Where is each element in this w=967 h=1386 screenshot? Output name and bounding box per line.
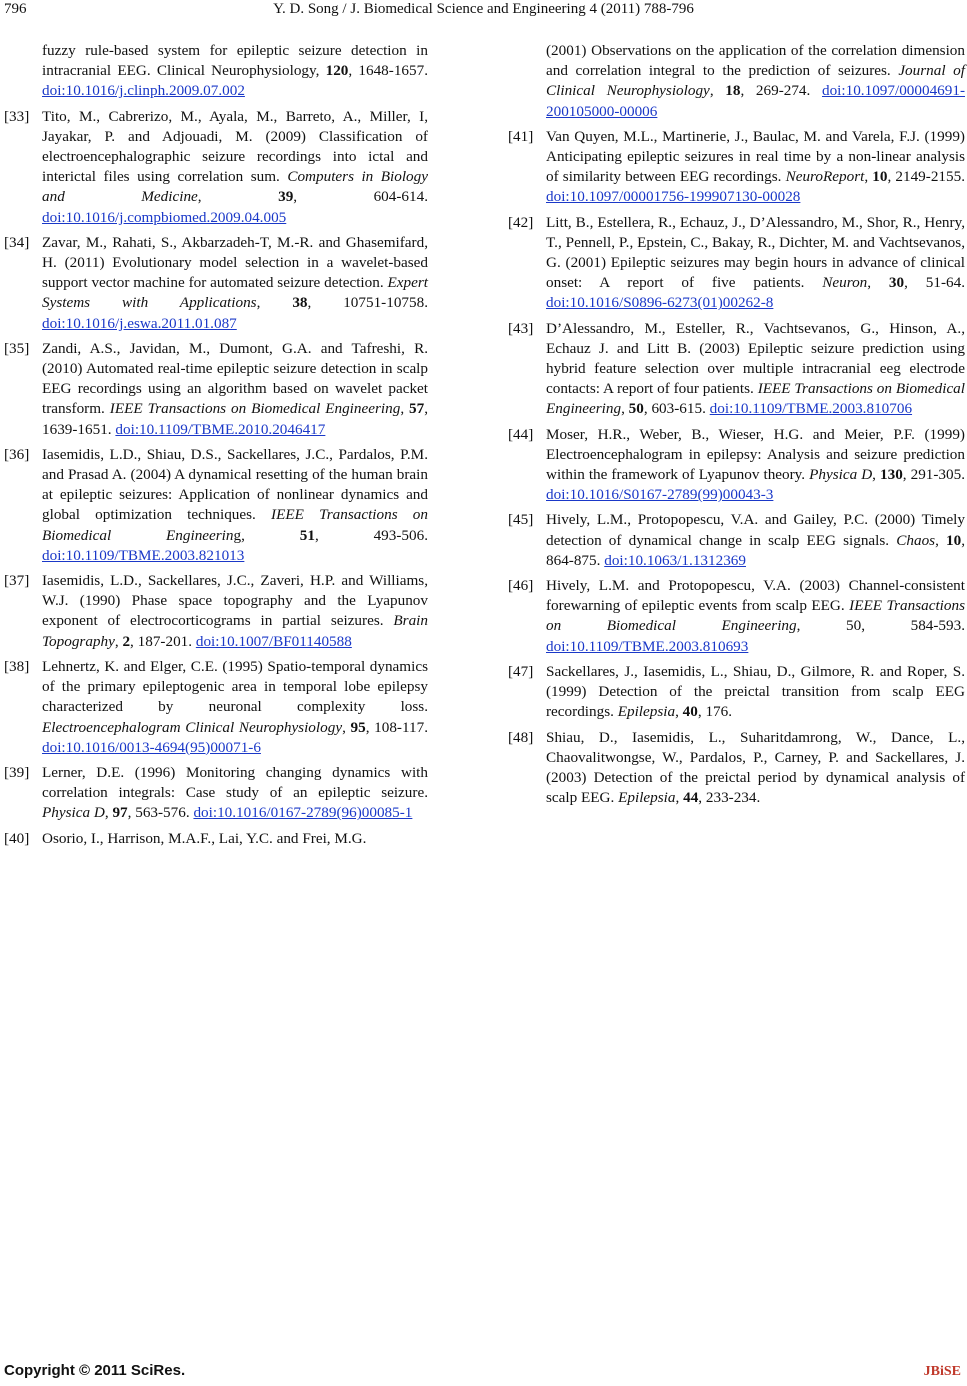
reference-item — [4, 233, 428, 334]
journal-name: Epilepsia — [617, 703, 676, 721]
reference-item — [508, 576, 965, 657]
doi-link[interactable]: doi:10.1063/1.1312369 — [604, 551, 746, 569]
volume-number: 39 — [278, 188, 294, 206]
volume-number: 130 — [880, 466, 903, 484]
reference-number: [48] — [508, 728, 534, 746]
running-title: Y. D. Song / J. Biomedical Science and Engineering 4 (2011) 788-796 — [273, 1, 694, 17]
doi-link[interactable]: doi:10.1016/j.eswa.2011.01.087 — [42, 314, 237, 332]
reference-item — [508, 662, 965, 723]
reference-text: Iasemidis, L.D., Sackellares, J.C., Zaveri, H.P. and Williams, W.J. (1990) Phase space topography and the Lyapunov exponent of electrocorticograms in partial seizures. — [42, 572, 428, 630]
reference-number: [39] — [4, 763, 30, 781]
journal-name: NeuroReport — [785, 168, 865, 186]
journal-name: Physica D — [42, 804, 105, 822]
journal-name: Electroencephalogram Clinical Neurophysiology — [42, 718, 343, 736]
reference-item — [4, 41, 428, 102]
reference-pages: , 233-234. — [698, 789, 761, 807]
doi-link[interactable]: doi:10.1097/00004691-200105000-00006 — [546, 82, 965, 120]
reference-number: [36] — [4, 445, 30, 463]
reference-separator: , — [342, 718, 351, 736]
journal-abbrev: JBiSE — [923, 1364, 961, 1379]
reference-text: Moser, H.R., Weber, B., Wieser, H.G. and Meier, P.F. (1999) Electroencephalogram in epilepsy: Analysis and seizure prediction within the framework of Lyapunov theory. — [546, 425, 965, 484]
left-column — [4, 41, 428, 854]
journal-name: IEEE Transactions on Biomedical Engineering — [109, 400, 401, 418]
reference-text: Lerner, D.E. (1996) Monitoring changing dynamics with correlation integrals: Case study of an epileptic seizure. — [42, 763, 428, 802]
doi-link[interactable]: doi:10.1109/TBME.2003.810706 — [709, 400, 913, 418]
doi-link[interactable]: doi:10.1016/S0896-6273(01)00262-8 — [546, 294, 774, 312]
reference-text: Hively, L.M. and Protopopescu, V.A. (2003) Channel-consistent forewarning of epileptic events from scalp EEG. — [546, 577, 965, 615]
reference-item — [4, 107, 428, 228]
reference-item — [508, 728, 965, 809]
reference-separator: , — [197, 188, 279, 206]
reference-pages: , 176. — [697, 703, 733, 721]
reference-separator: , 50, — [796, 617, 911, 635]
doi-link[interactable]: doi:10.1016/j.clinph.2009.07.002 — [42, 82, 245, 100]
reference-separator: , — [114, 632, 123, 650]
journal-name: Chaos — [896, 531, 936, 549]
volume-number: 44 — [683, 789, 699, 807]
journal-name: IEEE Transactions on Biomedical Engineering — [546, 597, 965, 635]
reference-number: [44] — [508, 425, 534, 443]
volume-number: 40 — [682, 703, 698, 721]
doi-link[interactable]: doi:10.1016/0167-2789(96)00085-1 — [193, 804, 413, 822]
volume-number: 38 — [292, 294, 308, 312]
reference-number: [37] — [4, 572, 30, 590]
reference-text: Tito, M., Cabrerizo, M., Ayala, M., Barreto, A., Miller, I, Jayakar, P. and Adjouadi, M. (2009) Classification of electroencephalographic seizure recordings into ictal and interictal files using correlation sum. — [42, 107, 428, 186]
reference-number: [42] — [508, 213, 534, 231]
reference-pages: 584-593. — [910, 617, 966, 635]
reference-item — [4, 829, 428, 849]
reference-text: Zandi, A.S., Javidan, M., Dumont, G.A. and Tafreshi, R. (2010) Automated real-time epileptic seizure detection in scalp EEG recordings using an algorithm based on wavelet packet transform. — [42, 339, 428, 418]
reference-pages: , 291-305. — [902, 466, 966, 484]
reference-text: (2001) Observations on the application of the correlation dimension and correlation integral to the prediction of seizures. — [546, 42, 965, 80]
reference-pages: , 187-201. — [130, 632, 196, 650]
reference-number: [38] — [4, 657, 30, 675]
reference-separator: , — [867, 274, 889, 292]
journal-name: Physica D — [809, 466, 873, 484]
copyright-notice: Copyright © 2011 SciRes. — [4, 1362, 186, 1379]
page-header — [0, 0, 967, 22]
reference-pages: , 2149-2155. — [887, 168, 965, 186]
reference-item — [508, 127, 965, 208]
reference-number: [46] — [508, 577, 534, 595]
journal-name: IEEE Transactions on Biomedical Engineering — [546, 380, 965, 418]
volume-number: 57 — [409, 400, 425, 418]
reference-separator: , — [256, 294, 293, 312]
reference-text: Hively, L.M., Protopopescu, V.A. and Gailey, P.C. (2000) Timely detection of dynamical change in scalp EEG signals. — [546, 511, 965, 549]
journal-name: Journal of Clinical Neurophysiology — [546, 62, 965, 100]
reference-item — [4, 657, 428, 758]
doi-link[interactable]: doi:10.1016/j.compbiomed.2009.04.005 — [42, 208, 287, 226]
journal-name: Epilepsia — [618, 789, 676, 807]
reference-text: Osorio, I., Harrison, M.A.F., Lai, Y.C. and Frei, M.G. — [42, 829, 367, 847]
reference-number: [33] — [4, 107, 30, 125]
reference-text: D’Alessandro, M., Esteller, R., Vachtsevanos, G., Hinson, A., Echauz J. and Litt B. (2003) Epileptic seizure prediction using hybrid feature selection over multiple intracranial eeg electrode contacts: A report of four patients. — [546, 319, 965, 398]
reference-item — [508, 425, 965, 506]
reference-item — [508, 319, 965, 420]
reference-separator: , — [621, 400, 629, 418]
reference-separator: , — [104, 804, 113, 822]
reference-separator: g, — [233, 526, 300, 544]
volume-number: 95 — [350, 718, 366, 736]
reference-pages: , 493-506. — [314, 526, 429, 544]
journal-name: Expert Systems with Applications — [42, 274, 428, 312]
volume-number: 120 — [325, 62, 349, 80]
volume-number: 2 — [122, 632, 131, 650]
reference-item — [4, 571, 428, 652]
reference-number: [45] — [508, 511, 534, 529]
reference-text: Shiau, D., Iasemidis, L., Suharitdamrong, W., Dance, L., Chaovalitwongse, W., Pardalos, P., Carney, P. and Sackellares, J. (2003) Detection of the preictal period by dynamical analysis of scalp EEG. — [546, 728, 965, 807]
page-number: 796 — [4, 1, 27, 17]
journal-name: IEEE Transactions on Biomedical Engineerin — [42, 506, 428, 544]
reference-item — [508, 510, 965, 571]
reference-pages: , 108-117. — [365, 718, 429, 736]
doi-link[interactable]: doi:10.1097/00001756-199907130-00028 — [546, 188, 801, 206]
reference-text: Litt, B., Estellera, R., Echauz, J., D’Alessandro, M., Shor, R., Henry, T., Pennell, P., Epstein, C., Bakay, R., Dichter, M. and Vachtsevanos, G. (2001) Epileptic seizures may begin hours in advance of clinical onset: A report of five patients. — [546, 213, 965, 292]
reference-pages: , 603-615. — [643, 400, 710, 418]
reference-separator: , — [864, 168, 873, 186]
reference-number: [43] — [508, 319, 534, 337]
doi-link[interactable]: doi:10.1016/0013-4694(95)00071-6 — [42, 738, 261, 756]
reference-number: [41] — [508, 127, 534, 145]
journal-name: Neuron — [822, 274, 868, 292]
journal-name: Computers in Biology and Medicine — [42, 168, 428, 206]
reference-number: [34] — [4, 233, 30, 251]
reference-item — [4, 339, 428, 440]
reference-text: fuzzy rule-based system for epileptic seizure detection in intracranial EEG. Clinical Neurophysiology, — [42, 42, 428, 80]
reference-pages: , 1639-1651. — [42, 400, 429, 438]
doi-link[interactable]: doi:10.1007/BF01140588 — [195, 632, 352, 650]
reference-item — [508, 41, 965, 122]
reference-separator: , — [935, 531, 947, 549]
volume-number: 97 — [112, 804, 128, 822]
volume-number: 10 — [946, 531, 962, 549]
reference-separator: , — [400, 400, 410, 418]
reference-separator: , — [872, 466, 880, 484]
reference-pages: , 1648-1657. — [348, 62, 428, 80]
journal-name: Brain Topography — [42, 612, 428, 650]
reference-pages: , 10751-10758. — [307, 294, 429, 312]
reference-pages: , 563-576. — [127, 804, 194, 822]
reference-pages: , 269-274. — [740, 82, 822, 100]
volume-number: 18 — [725, 82, 741, 100]
volume-number: 51 — [299, 526, 315, 544]
doi-link[interactable]: doi:10.1109/TBME.2010.2046417 — [115, 420, 326, 438]
doi-link[interactable]: doi:10.1109/TBME.2003.821013 — [42, 546, 245, 564]
reference-separator: , — [675, 789, 684, 807]
reference-separator: , — [709, 82, 726, 100]
right-column — [508, 41, 965, 813]
reference-pages: , 51-64. — [904, 274, 965, 292]
volume-number: 50 — [628, 400, 644, 418]
reference-text: Van Quyen, M.L., Martinerie, J., Baulac, M. and Varela, F.J. (1999) Anticipating epileptic seizures in real time by a non-linear analysis of similarity between EEG recordings. — [546, 127, 965, 186]
reference-pages: , 864-875. — [546, 531, 966, 569]
reference-text: Sackellares, J., Iasemidis, L., Shiau, D., Gilmore, R. and Roper, S. (1999) Detection of the preictal transition from scalp EEG recordings. — [546, 662, 965, 721]
reference-pages: , 604-614. — [293, 188, 428, 206]
doi-link[interactable]: doi:10.1109/TBME.2003.810693 — [546, 637, 749, 655]
volume-number: 30 — [888, 274, 905, 292]
doi-link[interactable]: doi:10.1016/S0167-2789(99)00043-3 — [546, 486, 774, 504]
reference-number: [40] — [4, 829, 30, 847]
reference-item — [4, 445, 428, 566]
reference-item — [4, 763, 428, 824]
reference-text: Iasemidis, L.D., Shiau, D.S., Sackellares, J.C., Pardalos, P.M. and Prasad A. (2004) A dynamical resetting of the human brain at epileptic seizures: Application of nonlinear dynamics and global optimization techniques. — [42, 445, 428, 524]
reference-text: Zavar, M., Rahati, S., Akbarzadeh-T, M.-R. and Ghasemifard, H. (2011) Evolutionary model selection in a wavelet-based support vector machine for automated seizure detection. — [42, 233, 428, 292]
reference-separator: , — [675, 703, 683, 721]
reference-number: [47] — [508, 662, 534, 680]
reference-item — [508, 213, 965, 314]
volume-number: 10 — [872, 168, 888, 186]
reference-text: Lehnertz, K. and Elger, C.E. (1995) Spatio-temporal dynamics of the primary epileptogenic area in temporal lobe epilepsy characterized by neuronal complexity loss. — [42, 657, 428, 716]
reference-number: [35] — [4, 339, 30, 357]
